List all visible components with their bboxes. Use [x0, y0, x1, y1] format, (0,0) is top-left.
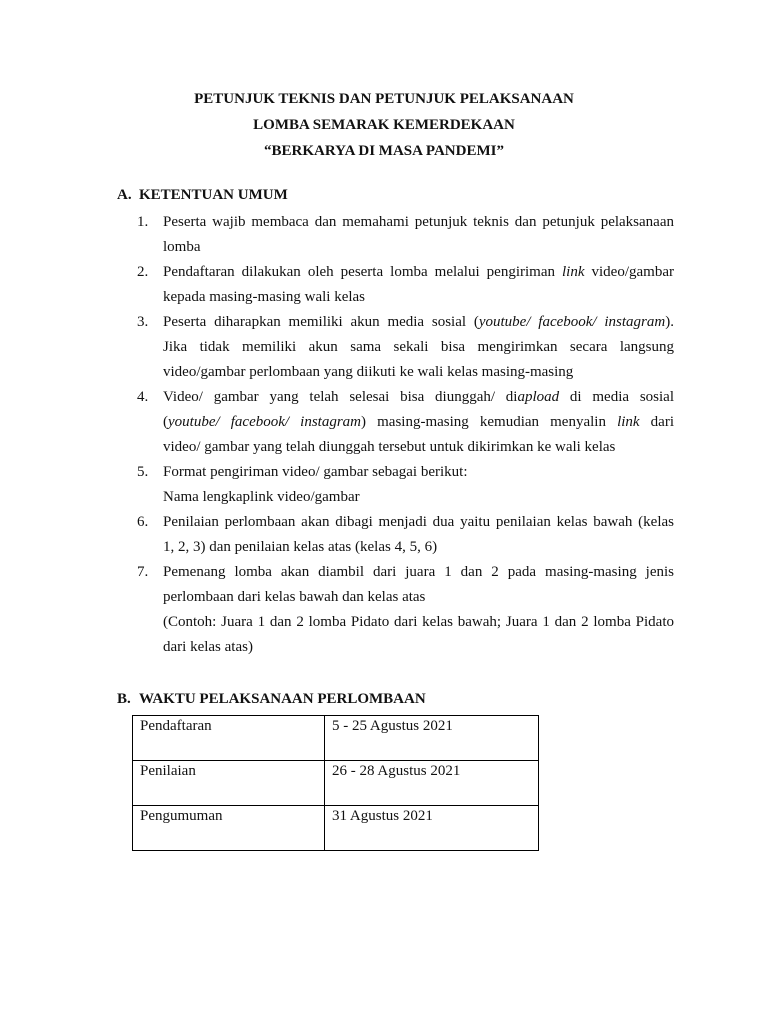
list-item: [137, 210, 674, 260]
list-item: [137, 510, 674, 560]
list-item: [137, 460, 674, 510]
item-line: Jika tidak memiliki akun sama sekali bisa mengirimkan secara langsung: [163, 339, 674, 355]
list-item: [137, 385, 674, 460]
schedule-date: 26 - 28 Agustus 2021: [325, 761, 539, 806]
section-a-heading: [117, 187, 288, 204]
schedule-label: Penilaian: [133, 761, 325, 806]
item-text: Video/ gambar yang telah selesai bisa diunggah/ di: [163, 389, 518, 405]
schedule-date: 31 Agustus 2021: [325, 806, 539, 851]
item-line: Penilaian perlombaan akan dibagi menjadi dua yaitu penilaian kelas bawah (kelas: [163, 514, 674, 530]
item-text-italic: link: [617, 414, 640, 430]
item-number: 4.: [137, 389, 149, 405]
table-row: [133, 806, 539, 851]
item-text-italic: apload: [517, 389, 560, 405]
item-line: lomba: [163, 239, 201, 255]
item-number: 7.: [137, 564, 149, 580]
section-b-heading: [117, 691, 426, 708]
item-line: video/gambar perlombaan yang diikuti ke wali kelas masing-masing: [163, 364, 574, 380]
item-text: dari: [639, 414, 674, 430]
item-text: ) masing-masing kemudian menyalin: [361, 414, 618, 430]
item-line: [163, 410, 674, 435]
item-text-italic: youtube/ facebook/ instagram: [478, 314, 666, 330]
item-number: 5.: [137, 464, 149, 480]
item-number: 6.: [137, 514, 149, 530]
item-number: 1.: [137, 214, 149, 230]
section-a-title: KETENTUAN UMUM: [139, 187, 288, 203]
item-text: ).: [665, 314, 674, 330]
item-line: perlombaan dari kelas bawah dan kelas atas: [163, 589, 426, 605]
item-text: video/gambar: [584, 264, 674, 280]
item-line: (Contoh: Juara 1 dan 2 lomba Pidato dari kelas bawah; Juara 1 dan 2 lomba Pidato: [163, 614, 674, 630]
title-line-1: PETUNJUK TEKNIS DAN PETUNJUK PELAKSANAAN: [194, 91, 574, 107]
section-b-letter: B.: [117, 691, 131, 707]
item-line: [163, 260, 674, 285]
document-title: [0, 86, 768, 164]
item-text-italic: link: [562, 264, 585, 280]
item-number: 2.: [137, 264, 149, 280]
general-rules-list: [137, 210, 674, 660]
schedule-date: 5 - 25 Agustus 2021: [325, 716, 539, 761]
schedule-table: [132, 715, 539, 851]
item-text: Peserta diharapkan memiliki akun media sosial (: [163, 314, 479, 330]
item-line: video/ gambar yang telah diunggah tersebut untuk dikirimkan ke wali kelas: [163, 439, 616, 455]
item-line: [163, 310, 674, 335]
section-b-title: WAKTU PELAKSANAAN PERLOMBAAN: [139, 691, 426, 707]
item-line: Pemenang lomba akan diambil dari juara 1 dan 2 pada masing-masing jenis: [163, 564, 674, 580]
schedule-label: Pengumuman: [133, 806, 325, 851]
item-line: [163, 385, 674, 410]
schedule-label: Pendaftaran: [133, 716, 325, 761]
item-line: 1, 2, 3) dan penilaian kelas atas (kelas 4, 5, 6): [163, 539, 438, 555]
item-text-italic: youtube/ facebook/ instagram: [168, 414, 362, 430]
list-item: [137, 260, 674, 310]
section-a-letter: A.: [117, 187, 132, 203]
item-text: di media sosial: [559, 389, 674, 405]
list-item: [137, 560, 674, 660]
item-text: Pendaftaran dilakukan oleh peserta lomba melalui pengiriman: [163, 264, 562, 280]
item-line: dari kelas atas): [163, 639, 253, 655]
item-number: 3.: [137, 314, 149, 330]
title-line-3: “BERKARYA DI MASA PANDEMI”: [264, 143, 504, 159]
list-item: [137, 310, 674, 385]
item-line: Nama lengkaplink video/gambar: [163, 489, 360, 505]
item-line: kepada masing-masing wali kelas: [163, 289, 366, 305]
table-row: [133, 761, 539, 806]
title-line-2: LOMBA SEMARAK KEMERDEKAAN: [253, 117, 515, 133]
table-row: [133, 716, 539, 761]
item-line: Format pengiriman video/ gambar sebagai berikut:: [163, 464, 468, 480]
item-line: Peserta wajib membaca dan memahami petunjuk teknis dan petunjuk pelaksanaan: [163, 214, 674, 230]
item-text: (: [163, 414, 168, 430]
